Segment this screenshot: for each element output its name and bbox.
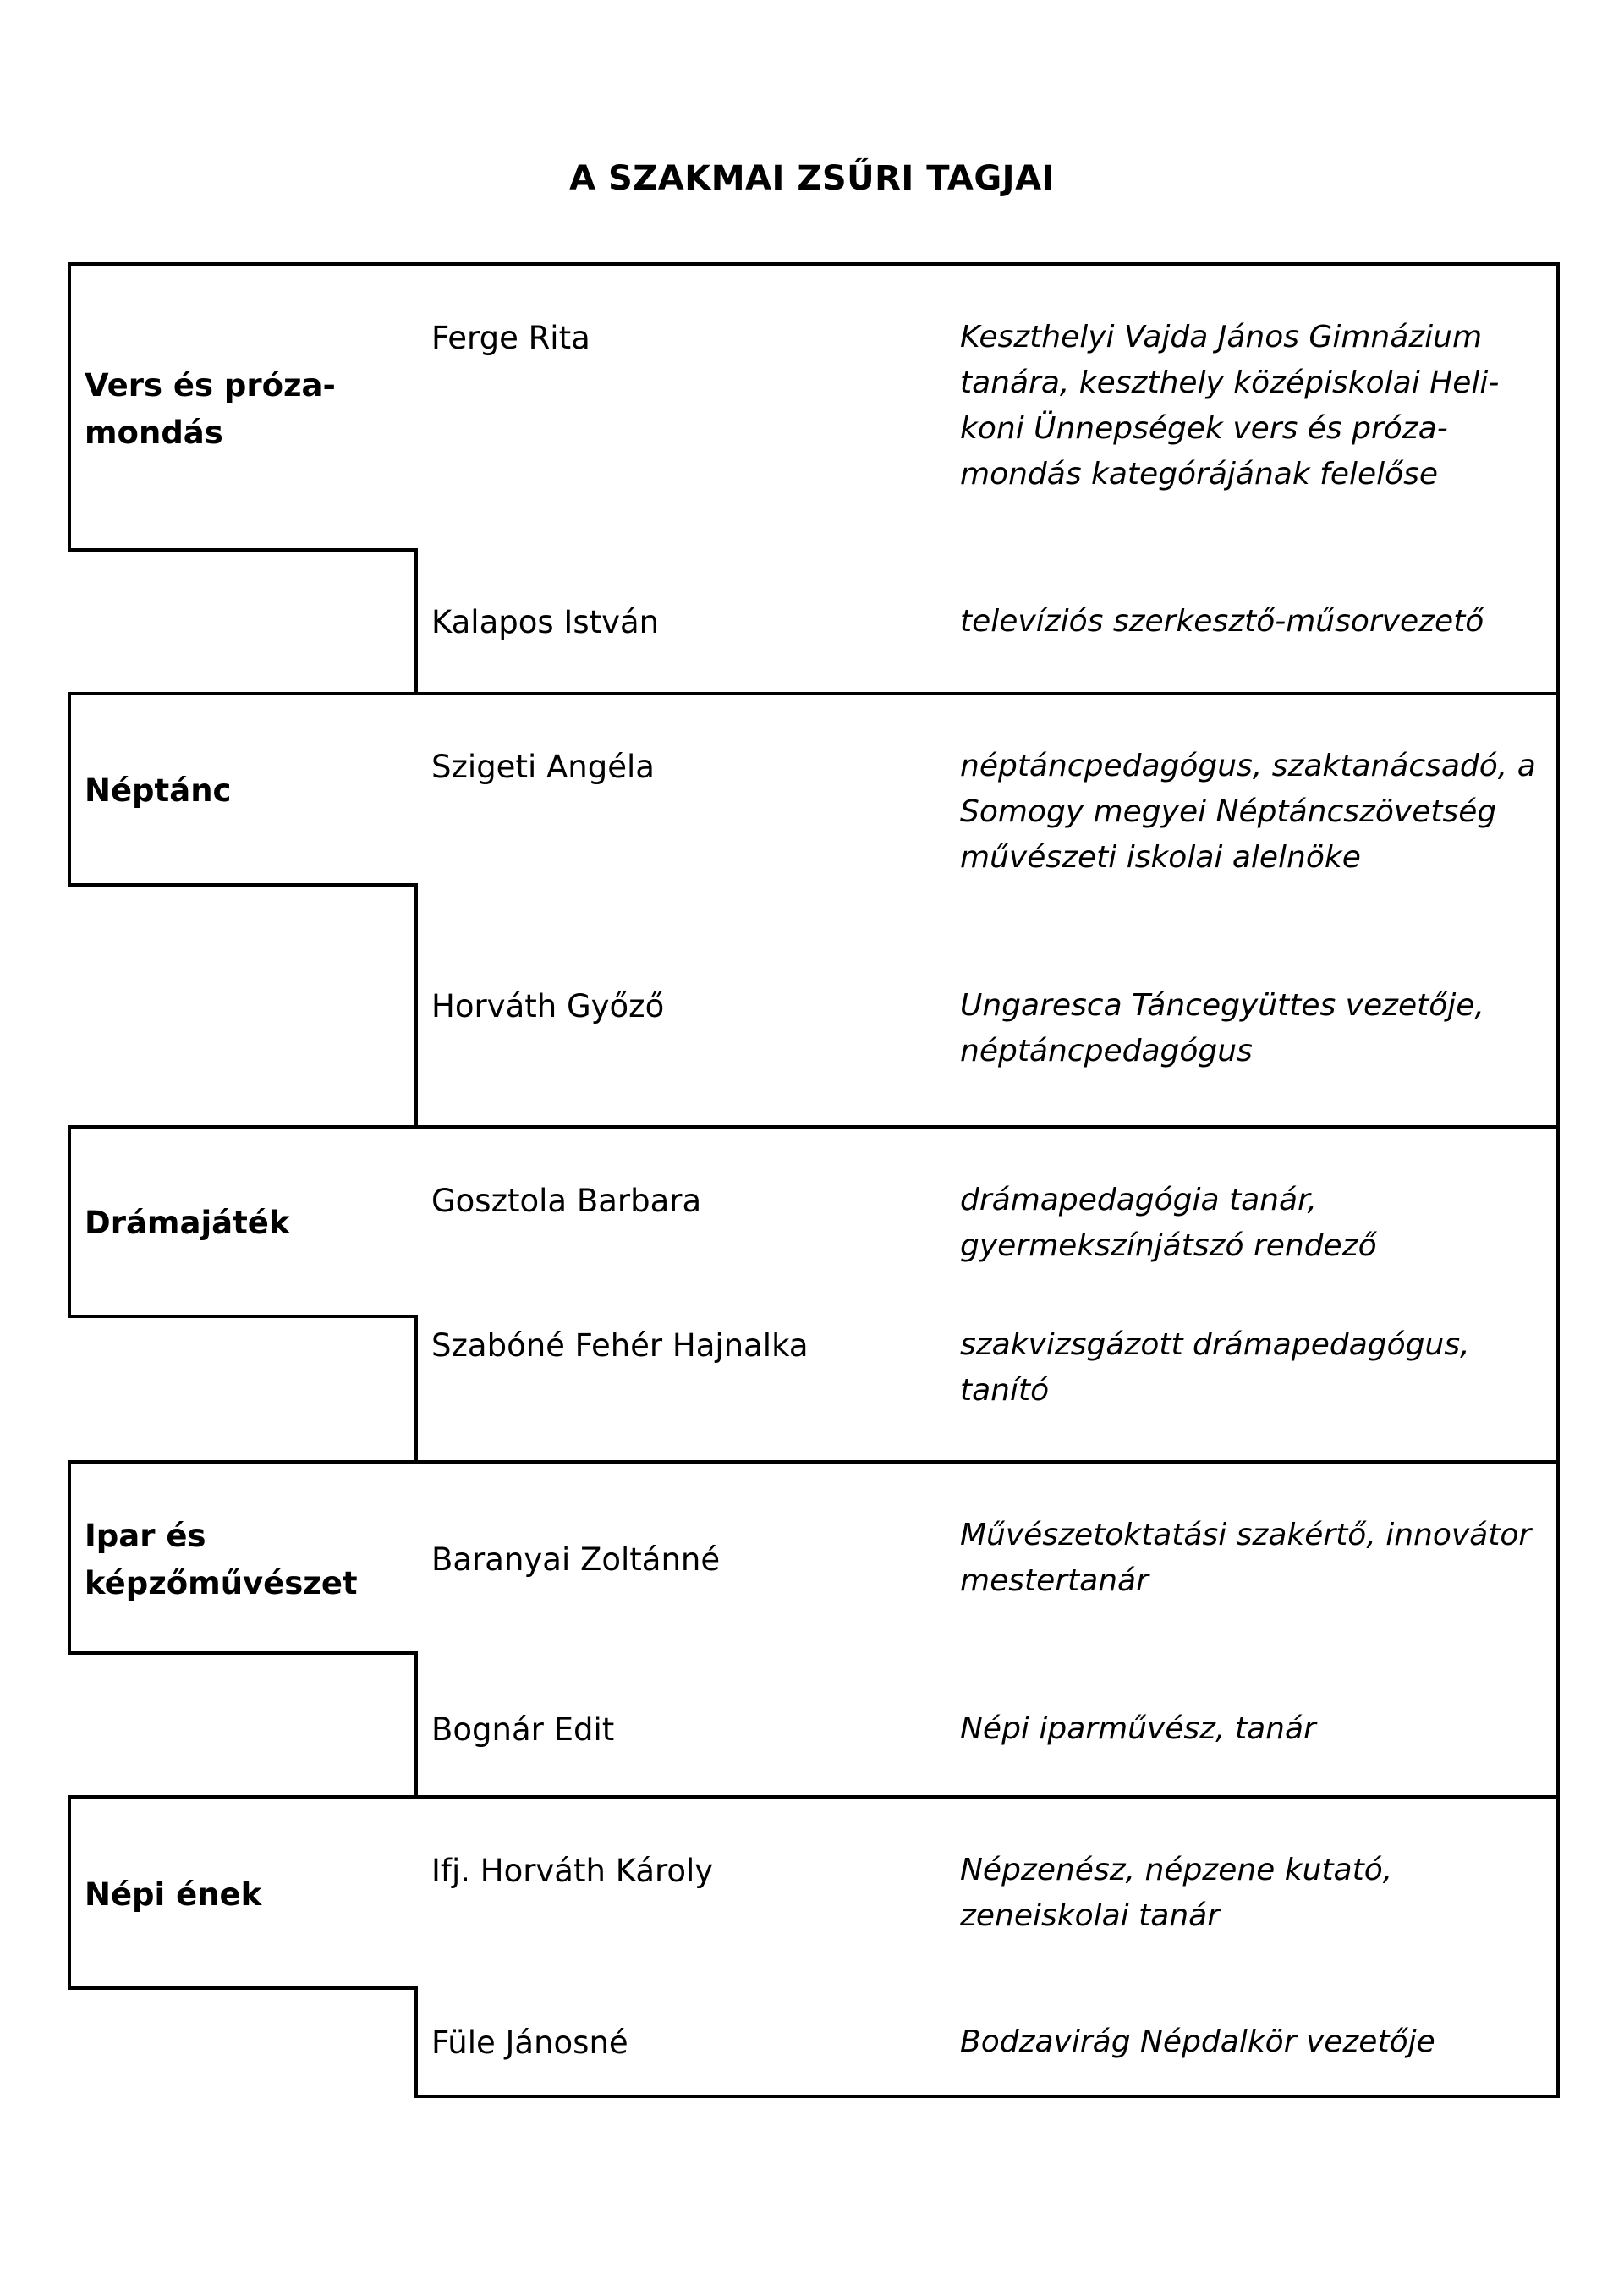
member-name: Szabóné Fehér Hajnalka: [431, 1327, 809, 1364]
page-title: A SZAKMAI ZSŰRI TAGJAI: [569, 159, 1055, 198]
member-role: Művészetoktatási szakértő, innovátor mestertanár: [960, 1518, 1532, 1598]
member-name: Gosztola Barbara: [431, 1183, 702, 1219]
member-role: néptáncpedagógus, szaktanácsadó, a Somogy megyei Néptáncszövetség művészeti iskolai alelnöke: [960, 749, 1536, 875]
category-dramajatek: [85, 1200, 406, 1247]
member-name: Horváth Győző: [431, 988, 665, 1024]
member-role: televíziós szerkesztő-műsorvezető: [960, 604, 1484, 639]
member-name: Kalapos István: [431, 604, 660, 640]
member-name: Ifj. Horváth Károly: [431, 1853, 714, 1889]
member-name: Szigeti Angéla: [431, 749, 655, 785]
member-role: drámapedagógia tanár, gyermekszínjátszó rendező: [960, 1183, 1377, 1263]
member-role: Népzenész, népzene kutató, zeneiskolai tanár: [960, 1853, 1393, 1933]
category-nepi-enek: [85, 1871, 406, 1919]
category-label: Vers és próza- mondás: [85, 367, 336, 451]
category-label: Néptánc: [85, 772, 232, 809]
category-ipar-es-kepzomuveszet: [85, 1513, 406, 1607]
member-role: Bodzavirág Népdalkör vezetője: [960, 2024, 1435, 2059]
category-vers-es-prozamondas: [85, 362, 406, 457]
member-name: Bognár Edit: [431, 1711, 615, 1748]
category-neptanc: [85, 767, 406, 815]
member-role: Ungaresca Táncegyüttes vezetője, néptáncpedagógus: [960, 988, 1484, 1068]
member-name: Füle Jánosné: [431, 2024, 628, 2061]
category-label: Drámajáték: [85, 1205, 290, 1241]
category-label: Népi ének: [85, 1876, 262, 1913]
member-name: Ferge Rita: [431, 320, 590, 356]
member-name: Baranyai Zoltánné: [431, 1541, 721, 1578]
member-role: Népi iparművész, tanár: [960, 1711, 1316, 1746]
member-role: Keszthelyi Vajda János Gimnázium tanára, keszthely középiskolai Heli- koni Ünnepségek vers és próza- mondás kategórájának felelőse: [960, 320, 1500, 492]
member-role: szakvizsgázott drámapedagógus, tanító: [960, 1327, 1470, 1408]
category-label: Ipar és képzőművészet: [85, 1518, 358, 1601]
